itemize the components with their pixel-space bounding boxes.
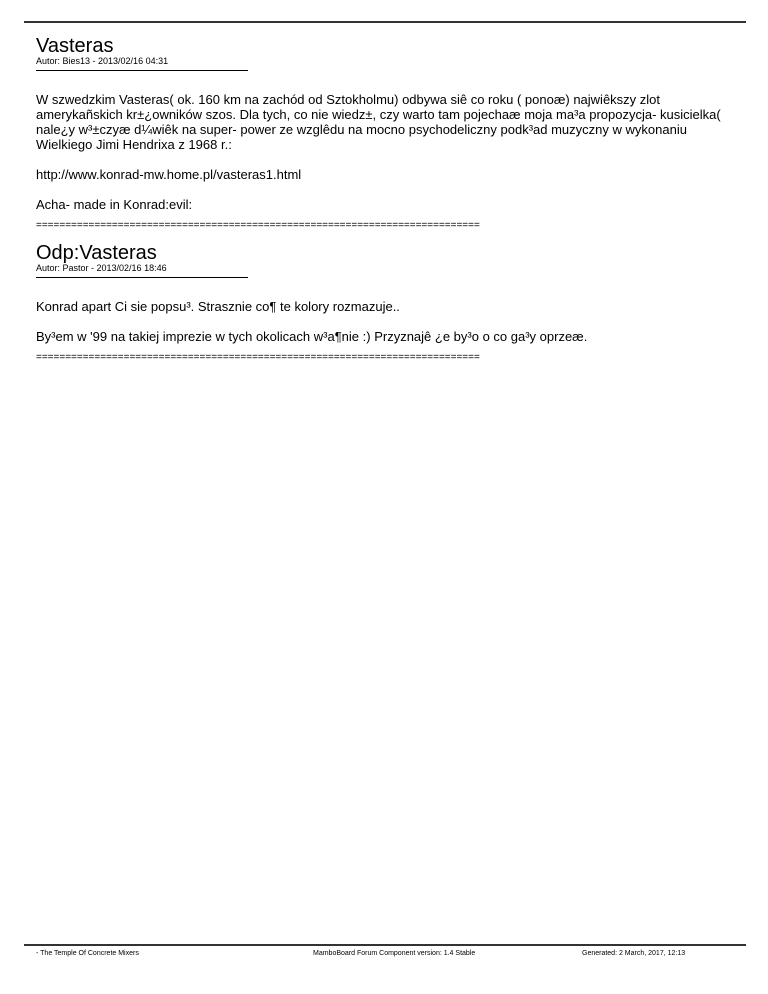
post-paragraph: Konrad apart Ci sie popsu³. Strasznie co¶ te kolory rozmazuje..	[36, 299, 400, 314]
top-rule	[24, 21, 746, 23]
post-separator: ============================================================================	[36, 352, 480, 363]
post-title: Vasteras	[36, 35, 114, 57]
post-separator: ============================================================================	[36, 220, 480, 231]
footer-generated-date: Generated: 2 March, 2017, 12:13	[582, 950, 686, 957]
post-paragraph: Acha- made in Konrad:evil:	[36, 197, 193, 212]
post-body	[36, 299, 726, 344]
post-2	[36, 243, 726, 364]
footer	[0, 949, 768, 961]
bottom-rule	[24, 944, 746, 946]
post-title: Odp:Vasteras	[36, 242, 157, 264]
post-meta: Autor: Pastor - 2013/02/16 18:46	[36, 263, 167, 273]
meta-divider	[36, 70, 248, 71]
post-body	[36, 92, 726, 212]
post-meta: Autor: Bies13 - 2013/02/16 04:31	[36, 56, 169, 66]
footer-component-version: MamboBoard Forum Component version: 1.4 Stable	[313, 950, 476, 957]
meta-divider	[36, 277, 248, 278]
post-link[interactable]: http://www.konrad-mw.home.pl/vasteras1.html	[36, 167, 302, 182]
post-paragraph: W szwedzkim Vasteras( ok. 160 km na zachód od Sztokholmu) odbywa siê co roku ( ponoæ) najwiêkszy zlot amerykañskich kr±¿owników szos. Dla tych, co nie wiedz±, czy warto tam pojechaæ moja ma³a propozycja- kusicielka( nale¿y w³±czyæ d¼wiêk na super- power ze wzglêdu na mocno psychodeliczny podk³ad muzyczny w wykonaniu Wielkiego Jimi Hendrixa z 1968 r.:	[36, 92, 721, 152]
post-1	[36, 36, 726, 232]
post-paragraph: By³em w '99 na takiej imprezie w tych okolicach w³a¶nie :) Przyznajê ¿e by³o o co ga³y oprzeæ.	[36, 329, 588, 344]
footer-site-name: - The Temple Of Concrete Mixers	[36, 950, 139, 957]
